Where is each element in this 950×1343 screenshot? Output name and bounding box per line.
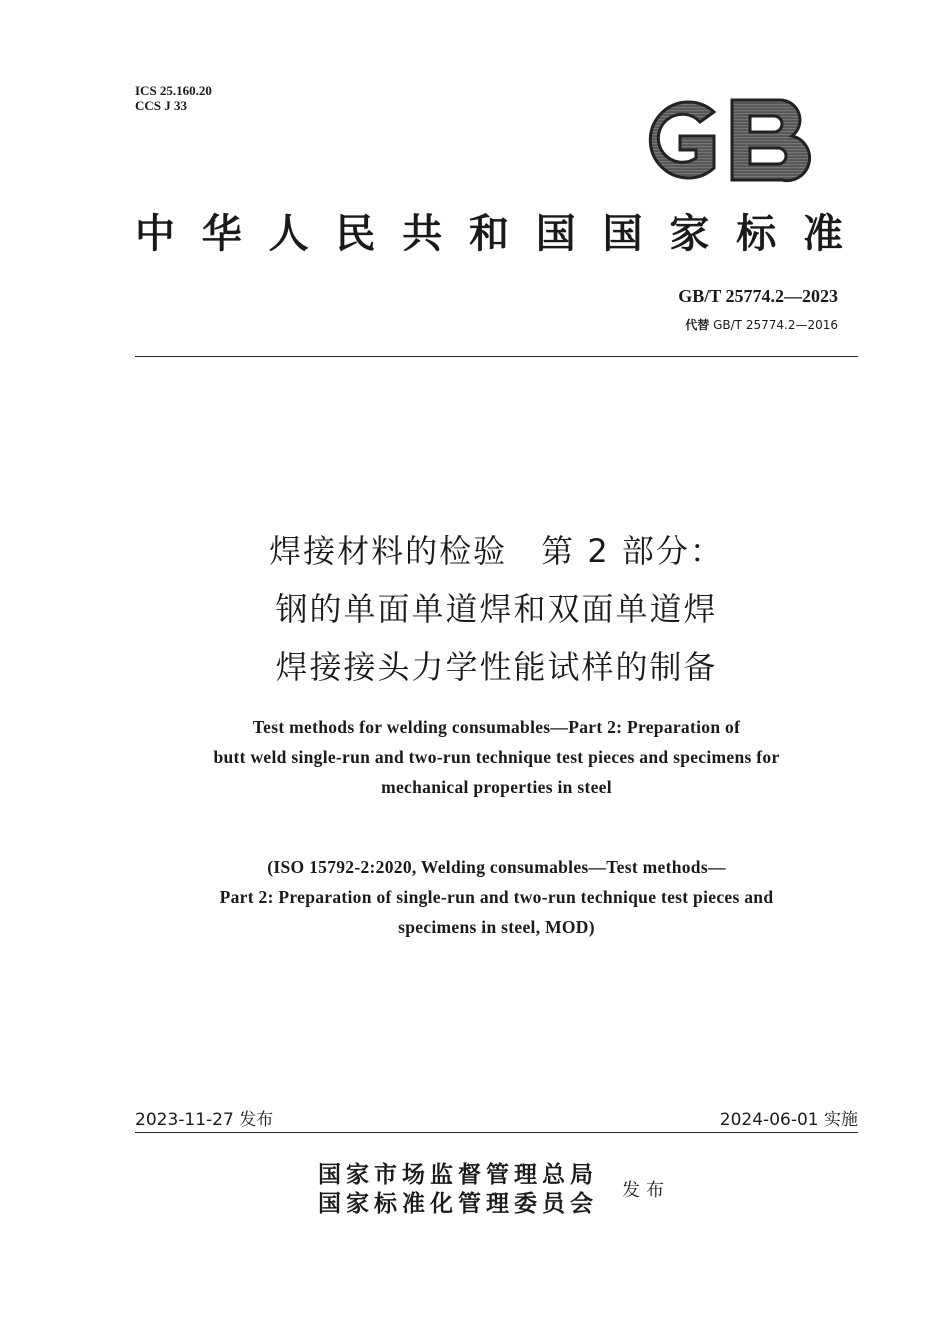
ccs-code: CCS J 33: [135, 98, 188, 113]
issuer-samr: 国家市场监督管理总局: [318, 1161, 598, 1188]
english-title-line: butt weld single-run and two-run technique test pieces and specimens for: [213, 747, 780, 767]
iso-reference-line: specimens in steel, MOD): [398, 917, 595, 937]
chinese-title-line: 焊接接头力学性能试样的制备: [275, 648, 718, 686]
issue-word: 发布: [622, 1180, 670, 1201]
english-title-line: mechanical properties in steel: [381, 777, 612, 797]
national-standard-title: 中华人民共和国国家标准: [135, 210, 858, 257]
standard-number: GB/T 25774.2—2023: [678, 286, 838, 306]
replaces-note: [685, 316, 838, 333]
iso-reference: [135, 852, 858, 942]
replaces-label: 代替: [685, 318, 710, 332]
classification-codes: [135, 83, 212, 113]
iso-reference-line: Part 2: Preparation of single-run and two-run technique test pieces and: [219, 887, 774, 907]
issuer-sac: 国家标准化管理委员会: [318, 1190, 598, 1217]
gb-logo: [632, 92, 812, 188]
chinese-title-line: 焊接材料的检验 第 2 部分：: [269, 532, 724, 570]
issuing-authorities: [318, 1160, 598, 1218]
chinese-title: [135, 522, 858, 696]
footer-divider: [135, 1132, 858, 1133]
iso-reference-line: (ISO 15792-2:2020, Welding consumables—Test methods—: [267, 857, 726, 877]
implementation-date: 2024-06-01 实施: [719, 1110, 858, 1130]
ics-code: ICS 25.160.20: [135, 83, 212, 98]
header-divider: [135, 356, 858, 357]
replaces-number: GB/T 25774.2—2016: [713, 318, 838, 332]
english-title: [135, 712, 858, 802]
english-title-line: Test methods for welding consumables—Part 2: Preparation of: [252, 717, 741, 737]
issue-date: 2023-11-27 发布: [135, 1110, 274, 1130]
chinese-title-line: 钢的单面单道焊和双面单道焊: [275, 590, 718, 628]
